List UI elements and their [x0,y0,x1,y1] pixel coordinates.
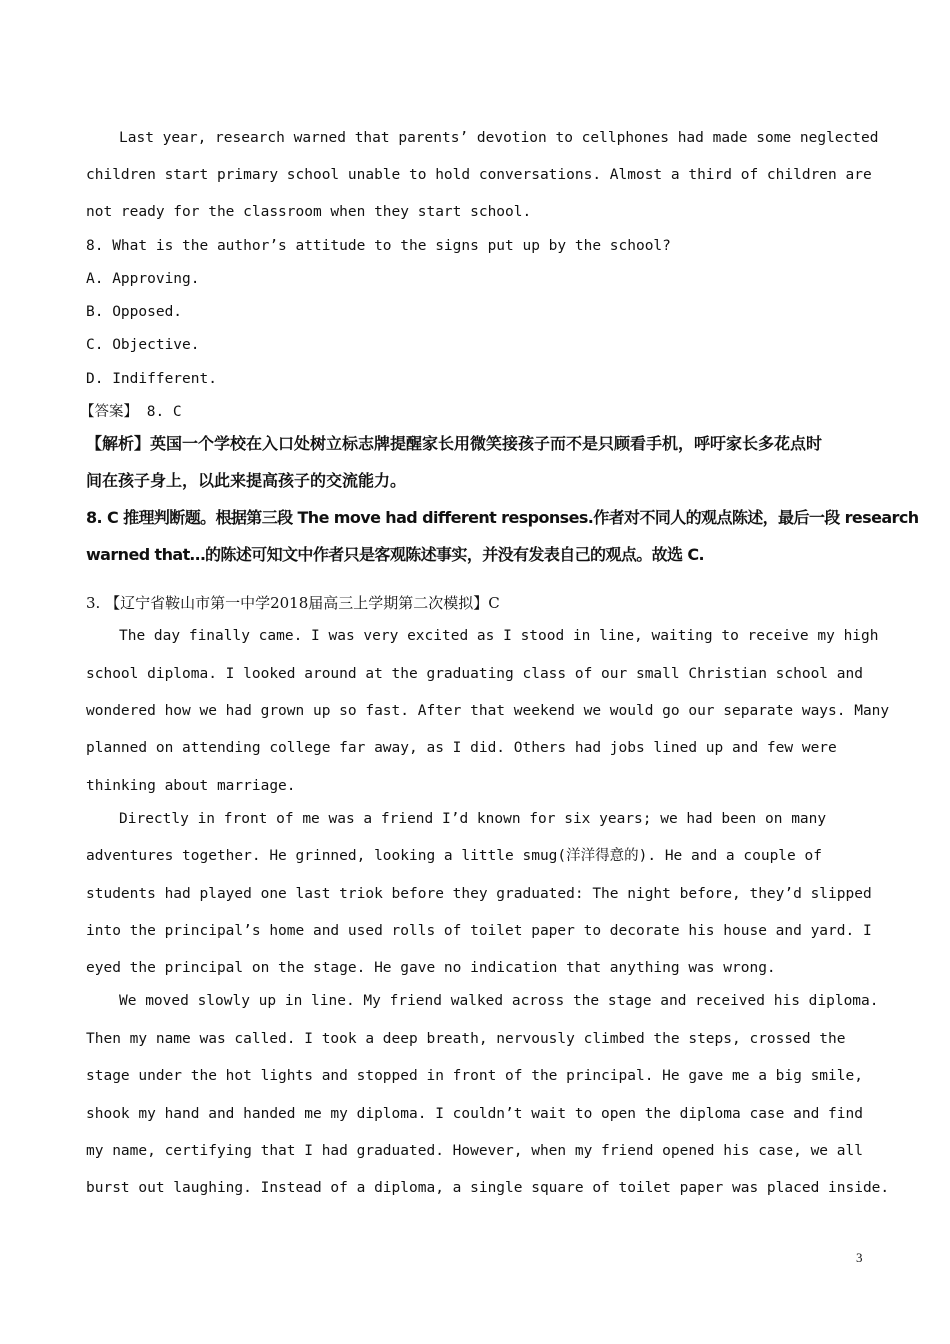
story-line: Directly in front of me was a friend I’d known for six years; we had been on many [119,811,827,827]
story-line: The day finally came. I was very excited as I stood in line, waiting to receive my high [119,628,879,644]
analysis-line: 间在孩子身上，以此来提高孩子的交流能力。 [86,471,407,490]
story-line: wondered how we had grown up so fast. After that weekend we would go our separate ways. Many [86,703,890,719]
story-line: planned on attending college far away, as I did. Others had jobs lined up and few were [86,740,837,756]
answer-line: 【答案】 8. C [80,404,182,420]
story-line: We moved slowly up in line. My friend walked across the stage and received his diploma. [119,993,879,1009]
story-line: adventures together. He grinned, looking a little smug(洋洋得意的). He and a couple of [86,848,822,864]
story-line: school diploma. I looked around at the graduating class of our small Christian school and [86,666,863,682]
page-number: 3 [856,1250,863,1265]
story-line: shook my hand and handed me my diploma. I couldn’t wait to open the diploma case and find [86,1106,863,1122]
analysis-line: 【解析】英国一个学校在入口处树立标志牌提醒家长用微笑接孩子而不是只顾看手机，呼吁家长多花点时 [86,434,823,453]
section-heading: 3. 【辽宁省鞍山市第一中学2018届高三上学期第二次模拟】C [86,594,500,612]
story-line: stage under the hot lights and stopped in front of the principal. He gave me a big smile, [86,1068,863,1084]
story-line: into the principal’s home and used rolls of toilet paper to decorate his house and yard. I [86,923,872,939]
story-line: thinking about marriage. [86,778,296,794]
option-d: D. Indifferent. [86,371,217,387]
story-line: Then my name was called. I took a deep breath, nervously climbed the steps, crossed the [86,1031,846,1047]
intro-line: not ready for the classroom when they start school. [86,204,532,220]
intro-line: Last year, research warned that parents’ devotion to cellphones had made some neglected [119,130,879,146]
option-b: B. Opposed. [86,304,183,320]
story-line: eyed the principal on the stage. He gave no indication that anything was wrong. [86,960,776,976]
story-line: my name, certifying that I had graduated. However, when my friend opened his case, we all [86,1143,863,1159]
intro-line: children start primary school unable to hold conversations. Almost a third of children are [86,167,872,183]
option-a: A. Approving. [86,271,200,287]
story-line: students had played one last triok before they graduated: The night before, they’d slipped [86,886,872,902]
option-c: C. Objective. [86,337,200,353]
analysis-line: warned that…的陈述可知文中作者只是客观陈述事实，并没有发表自己的观点。故选 C. [86,545,705,564]
question-stem: 8. What is the author’s attitude to the signs put up by the school? [86,238,671,254]
analysis-line: 8. C 推理判断题。根据第三段 The move had different responses.作者对不同人的观点陈述，最后一段 research [86,508,919,527]
story-line: burst out laughing. Instead of a diploma, a single square of toilet paper was placed inside. [86,1180,890,1196]
